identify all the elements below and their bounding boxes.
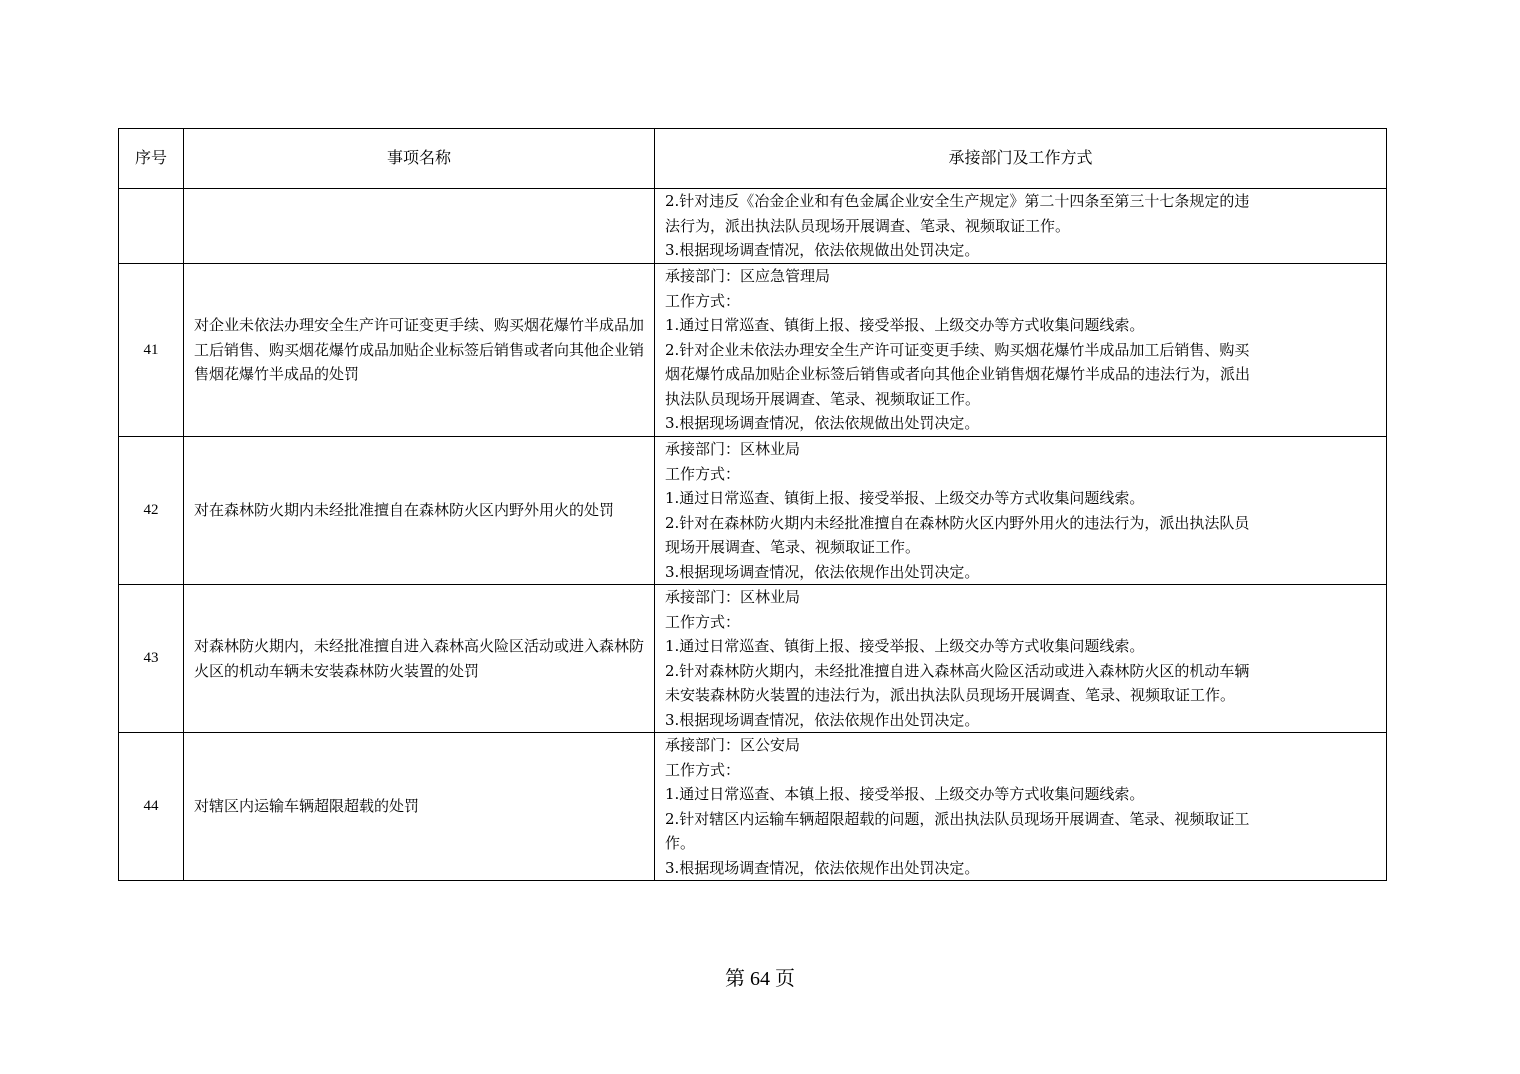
method-line: 2.针对森林防火期内，未经批准擅自进入森林高火险区活动或进入森林防火区的机动车辆	[665, 661, 1250, 680]
method-line: 现场开展调查、笔录、视频取证工作。	[665, 538, 921, 556]
row-number: 43	[119, 585, 184, 733]
method-line: 承接部门：区林业局	[665, 588, 801, 606]
row-dept-method	[655, 585, 1387, 733]
method-line: 3.根据现场调查情况，依法依规作出处罚决定。	[665, 858, 980, 877]
item-name-text: 对企业未依法办理安全生产许可证变更手续、购买烟花爆竹半成品加工后销售、购买烟花爆竹成品加贴企业标签后销售或者向其他企业销售烟花爆竹半成品的处罚	[194, 316, 645, 384]
method-line: 3.根据现场调查情况，依法依规作出处罚决定。	[665, 562, 980, 581]
method-line: 法行为，派出执法队员现场开展调查、笔录、视频取证工作。	[665, 216, 1071, 235]
page-number: 第 64 页	[725, 968, 795, 990]
method-line: 3.根据现场调查情况，依法依规作出处罚决定。	[665, 710, 980, 729]
method-line: 作。	[665, 834, 696, 852]
header-dept-method: 承接部门及工作方式	[655, 129, 1387, 189]
table-row	[119, 733, 1387, 881]
row-number	[119, 189, 184, 264]
method-line: 2.针对违反《冶金企业和有色金属企业安全生产规定》第二十四条至第三十七条规定的违	[665, 192, 1250, 211]
method-line: 工作方式：	[665, 612, 741, 631]
table-header-row	[119, 129, 1387, 189]
row-number: 41	[119, 264, 184, 437]
method-line: 工作方式：	[665, 291, 741, 310]
method-line: 工作方式：	[665, 464, 741, 483]
method-line: 1.通过日常巡查、镇街上报、接受举报、上级交办等方式收集问题线索。	[665, 316, 1145, 335]
method-line: 2.针对企业未依法办理安全生产许可证变更手续、购买烟花爆竹半成品加工后销售、购买	[665, 340, 1250, 359]
row-item-name	[184, 264, 655, 437]
header-seq: 序号	[119, 129, 184, 189]
items-table	[118, 128, 1387, 881]
row-number: 44	[119, 733, 184, 881]
row-item-name	[184, 189, 655, 264]
row-dept-method	[655, 264, 1387, 437]
row-dept-method	[655, 437, 1387, 585]
item-name-text: 对辖区内运输车辆超限超载的处罚	[194, 797, 420, 816]
method-line: 承接部门：区应急管理局	[665, 267, 831, 286]
row-dept-method	[655, 189, 1387, 264]
table-row	[119, 264, 1387, 437]
method-line: 2.针对在森林防火期内未经批准擅自在森林防火区内野外用火的违法行为，派出执法队员	[665, 513, 1250, 532]
row-dept-method	[655, 733, 1387, 881]
item-name-text: 对在森林防火期内未经批准擅自在森林防火区内野外用火的处罚	[194, 501, 615, 520]
row-number: 42	[119, 437, 184, 585]
method-line: 1.通过日常巡查、镇街上报、接受举报、上级交办等方式收集问题线索。	[665, 637, 1145, 655]
header-item-name: 事项名称	[184, 129, 655, 189]
table-row	[119, 189, 1387, 264]
method-line: 1.通过日常巡查、本镇上报、接受举报、上级交办等方式收集问题线索。	[665, 785, 1145, 803]
row-item-name	[184, 733, 655, 881]
table-row	[119, 437, 1387, 585]
method-line: 2.针对辖区内运输车辆超限超载的问题，派出执法队员现场开展调查、笔录、视频取证工	[665, 809, 1250, 828]
method-line: 执法队员现场开展调查、笔录、视频取证工作。	[665, 389, 981, 408]
row-item-name	[184, 585, 655, 733]
method-line: 3.根据现场调查情况，依法依规做出处罚决定。	[665, 241, 980, 260]
row-item-name	[184, 437, 655, 585]
method-line: 承接部门：区林业局	[665, 440, 801, 458]
method-line: 烟花爆竹成品加贴企业标签后销售或者向其他企业销售烟花爆竹半成品的违法行为，派出	[665, 365, 1251, 384]
method-line: 承接部门：区公安局	[665, 736, 801, 754]
method-line: 3.根据现场调查情况，依法依规做出处罚决定。	[665, 414, 980, 433]
item-name-text: 对森林防火期内，未经批准擅自进入森林高火险区活动或进入森林防火区的机动车辆未安装森林防火装置的处罚	[194, 637, 645, 680]
method-line: 未安装森林防火装置的违法行为，派出执法队员现场开展调查、笔录、视频取证工作。	[665, 686, 1236, 704]
method-line: 工作方式：	[665, 760, 741, 779]
method-line: 1.通过日常巡查、镇街上报、接受举报、上级交办等方式收集问题线索。	[665, 489, 1145, 507]
table-row	[119, 585, 1387, 733]
